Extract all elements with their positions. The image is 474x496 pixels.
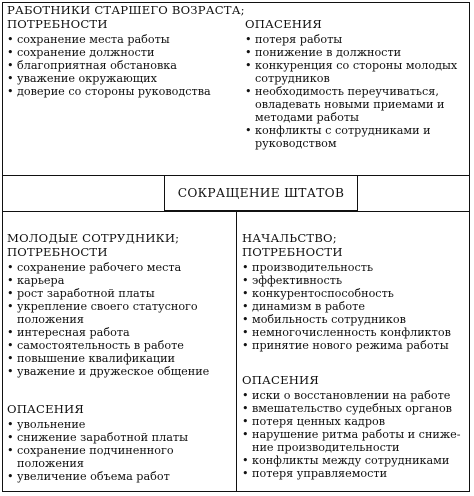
list-item: • принятие нового режима работы: [242, 339, 449, 352]
bullet: •: [7, 33, 14, 46]
bullet: •: [242, 454, 249, 467]
management-fears-list: [242, 389, 467, 480]
list-item: • снижение заработной платы: [7, 431, 188, 444]
list-item: • нарушение ритма работы и сниже-ние производительности: [242, 428, 461, 454]
bullet: •: [7, 72, 14, 85]
bullet: •: [245, 124, 252, 137]
bullet: •: [7, 59, 14, 72]
list-item: • интересная работа: [7, 326, 130, 339]
center-label: СОКРАЩЕНИЕ ШТАТОВ: [177, 186, 345, 200]
bullet: •: [242, 287, 249, 300]
bullet: •: [7, 470, 14, 483]
young-needs-list: [7, 261, 231, 378]
management-needs-title: ПОТРЕБНОСТИ: [242, 245, 343, 259]
list-item: • необходимость переучиваться, овладевать новыми приемами и методами работы: [245, 85, 445, 124]
bullet: •: [242, 389, 249, 402]
bullet: •: [7, 287, 14, 300]
bullet: •: [245, 46, 252, 59]
list-item: • конкуренция со стороны молодых сотрудников: [245, 59, 458, 85]
bullet: •: [7, 326, 14, 339]
bullet: •: [7, 85, 14, 98]
list-item: • конфликты между сотрудниками: [242, 454, 450, 467]
bullet: •: [242, 274, 249, 287]
list-item: • рост заработной платы: [7, 287, 155, 300]
bullet: •: [242, 300, 249, 313]
list-item: • увольнение: [7, 418, 86, 431]
list-item: • вмешательство судебных органов: [242, 402, 452, 415]
bullet: •: [245, 33, 252, 46]
bullet: •: [7, 274, 14, 287]
bullet: •: [242, 428, 249, 441]
list-item: • потеря управляемости: [242, 467, 388, 480]
list-item: • благоприятная обстановка: [7, 59, 177, 72]
bullet: •: [7, 261, 14, 274]
list-item: • конфликты с сотрудниками и руководством: [245, 124, 431, 150]
bullet: •: [7, 444, 14, 457]
bullet: •: [242, 313, 249, 326]
list-item: • уважение окружающих: [7, 72, 157, 85]
young-fears-title: ОПАСЕНИЯ: [7, 402, 84, 416]
list-item: • уважение и дружеское общение: [7, 365, 210, 378]
list-item: • самостоятельность в работе: [7, 339, 184, 352]
list-item: • сохранение должности: [7, 46, 155, 59]
list-item: • сохранение рабочего места: [7, 261, 182, 274]
bullet: •: [242, 326, 249, 339]
list-item: • эффективность: [242, 274, 343, 287]
list-item: • потеря работы: [245, 33, 343, 46]
center-box: [164, 175, 358, 211]
list-item: • повышение квалификации: [7, 352, 176, 365]
bullet: •: [7, 352, 14, 365]
list-item: • доверие со стороны руководства: [7, 85, 211, 98]
bullet: •: [7, 46, 14, 59]
list-item: • потеря ценных кадров: [242, 415, 386, 428]
bullet: •: [7, 339, 14, 352]
young-title: МОЛОДЫЕ СОТРУДНИКИ;: [7, 231, 180, 245]
young-needs-title: ПОТРЕБНОСТИ: [7, 245, 108, 259]
bullet: •: [7, 365, 14, 378]
bullet: •: [7, 431, 14, 444]
bullet: •: [7, 300, 14, 313]
column-divider: [236, 211, 237, 492]
bullet: •: [242, 467, 249, 480]
list-item: • иски о восстановлении на работе: [242, 389, 451, 402]
bullet: •: [242, 415, 249, 428]
list-item: • карьера: [7, 274, 65, 287]
bullet: •: [242, 402, 249, 415]
list-item: • укрепление своего статусного положения: [7, 300, 198, 326]
bullet: •: [245, 59, 252, 72]
management-needs-list: [242, 261, 467, 352]
young-fears-list: [7, 418, 231, 483]
senior-fears-list: [245, 33, 467, 150]
senior-needs-list: [7, 33, 235, 98]
bullet: •: [245, 85, 252, 98]
list-item: • производительность: [242, 261, 374, 274]
bullet: •: [7, 418, 14, 431]
list-item: • понижение в должности: [245, 46, 402, 59]
management-fears-title: ОПАСЕНИЯ: [242, 373, 319, 387]
list-item: • конкурентоспособность: [242, 287, 394, 300]
senior-needs-title: ПОТРЕБНОСТИ: [7, 17, 108, 31]
bullet: •: [242, 261, 249, 274]
list-item: • мобильность сотрудников: [242, 313, 406, 326]
bullet: •: [242, 339, 249, 352]
senior-title: РАБОТНИКИ СТАРШЕГО ВОЗРАСТА;: [7, 3, 245, 17]
list-item: • динамизм в работе: [242, 300, 365, 313]
list-item: • немногочисленность конфликтов: [242, 326, 451, 339]
senior-fears-title: ОПАСЕНИЯ: [245, 17, 322, 31]
list-item: • сохранение места работы: [7, 33, 170, 46]
management-title: НАЧАЛЬСТВО;: [242, 231, 337, 245]
list-item: • увеличение объема работ: [7, 470, 170, 483]
list-item: • сохранение подчиненного положения: [7, 444, 174, 470]
